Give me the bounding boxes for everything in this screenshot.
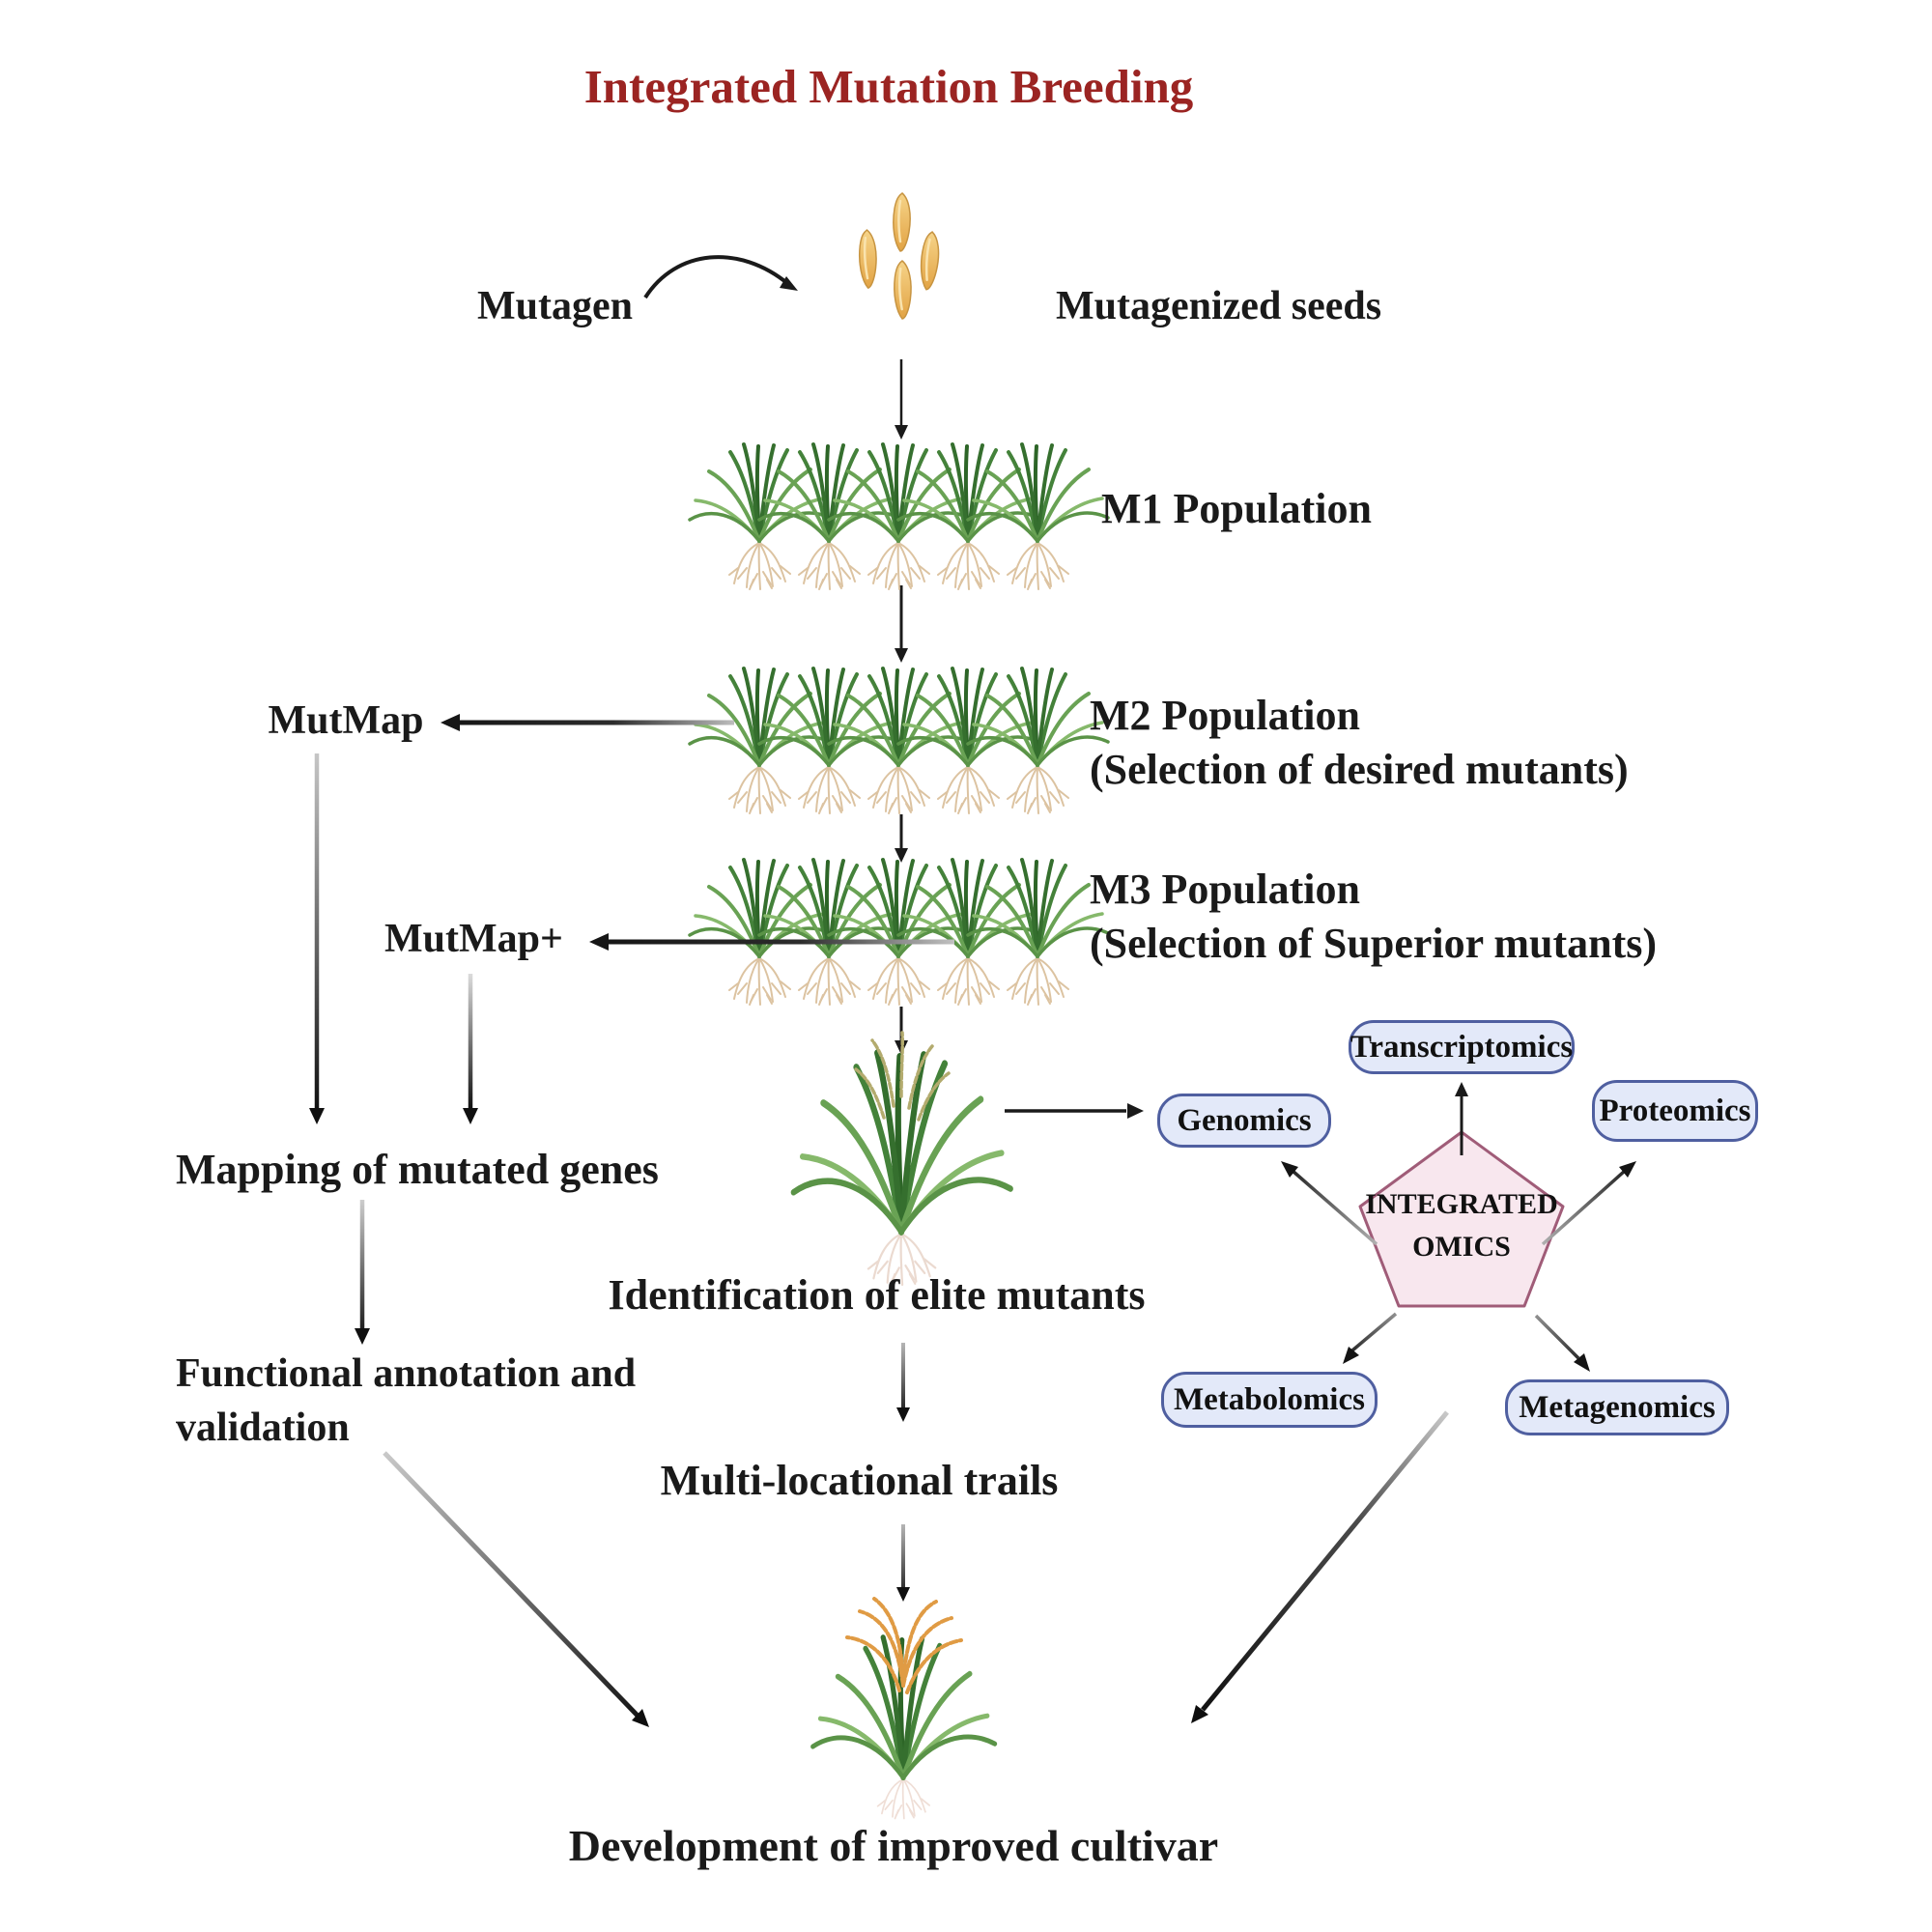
integrated-omics-hub-label-line2: OMICS: [1412, 1231, 1511, 1263]
mutagen-label: Mutagen: [477, 284, 633, 328]
development-label: Development of improved cultivar: [568, 1821, 1219, 1870]
functional-annotation-label-line2: validation: [176, 1406, 350, 1450]
identification-label: Identification of elite mutants: [608, 1271, 1146, 1319]
mutmap-plus-label: MutMap+: [384, 917, 563, 961]
m3-plant-row-icon: [690, 860, 1108, 1005]
multi-down-arrow: [896, 1524, 910, 1602]
m1-population-label: M1 Population: [1101, 485, 1372, 532]
omics-node-transcriptomics: Transcriptomics: [1349, 1020, 1575, 1074]
identification-down-arrow: [896, 1343, 910, 1422]
mutmap-down-arrow: [309, 753, 325, 1124]
elite-rice-plant-icon: [793, 1033, 1010, 1285]
m2-selection-label: (Selection of desired mutants): [1090, 746, 1629, 793]
hub-to-metagenomics-arrow: [1536, 1316, 1590, 1372]
mutmap-arrow: [440, 714, 734, 731]
m1-plant-row-icon: [690, 444, 1108, 589]
omics-node-metabolomics: Metabolomics: [1161, 1372, 1378, 1428]
mapping-label: Mapping of mutated genes: [176, 1146, 659, 1193]
multi-locational-label: Multi-locational trails: [660, 1457, 1059, 1504]
m2-population-label: M2 Population: [1090, 692, 1360, 739]
omics-to-development-arrow: [1191, 1412, 1447, 1723]
hub-to-metabolomics-arrow: [1343, 1314, 1396, 1364]
page-title: Integrated Mutation Breeding: [583, 60, 1194, 113]
mutmap-plus-down-arrow: [463, 974, 478, 1124]
omics-node-genomics: Genomics: [1157, 1094, 1331, 1148]
rice-seeds-icon: [858, 193, 940, 319]
m3-population-label: M3 Population: [1090, 866, 1360, 913]
mutagenized-seeds-label: Mutagenized seeds: [1056, 284, 1382, 328]
omics-node-metagenomics: Metagenomics: [1505, 1379, 1729, 1435]
mapping-down-arrow: [355, 1200, 370, 1345]
m2-plant-row-icon: [690, 668, 1108, 813]
mutagen-arrow: [645, 257, 798, 298]
m3-selection-label: (Selection of Superior mutants): [1090, 920, 1658, 967]
functional-annotation-label-line1: Functional annotation and: [176, 1351, 637, 1396]
mutmap-label: MutMap: [268, 698, 424, 743]
elite-to-genomics-arrow: [1005, 1103, 1144, 1119]
mature-rice-plant-icon: [812, 1599, 995, 1819]
omics-node-proteomics: Proteomics: [1592, 1080, 1758, 1142]
hub-to-genomics-arrow: [1281, 1161, 1377, 1244]
integrated-omics-hub-label-line1: INTEGRATED: [1365, 1188, 1558, 1220]
